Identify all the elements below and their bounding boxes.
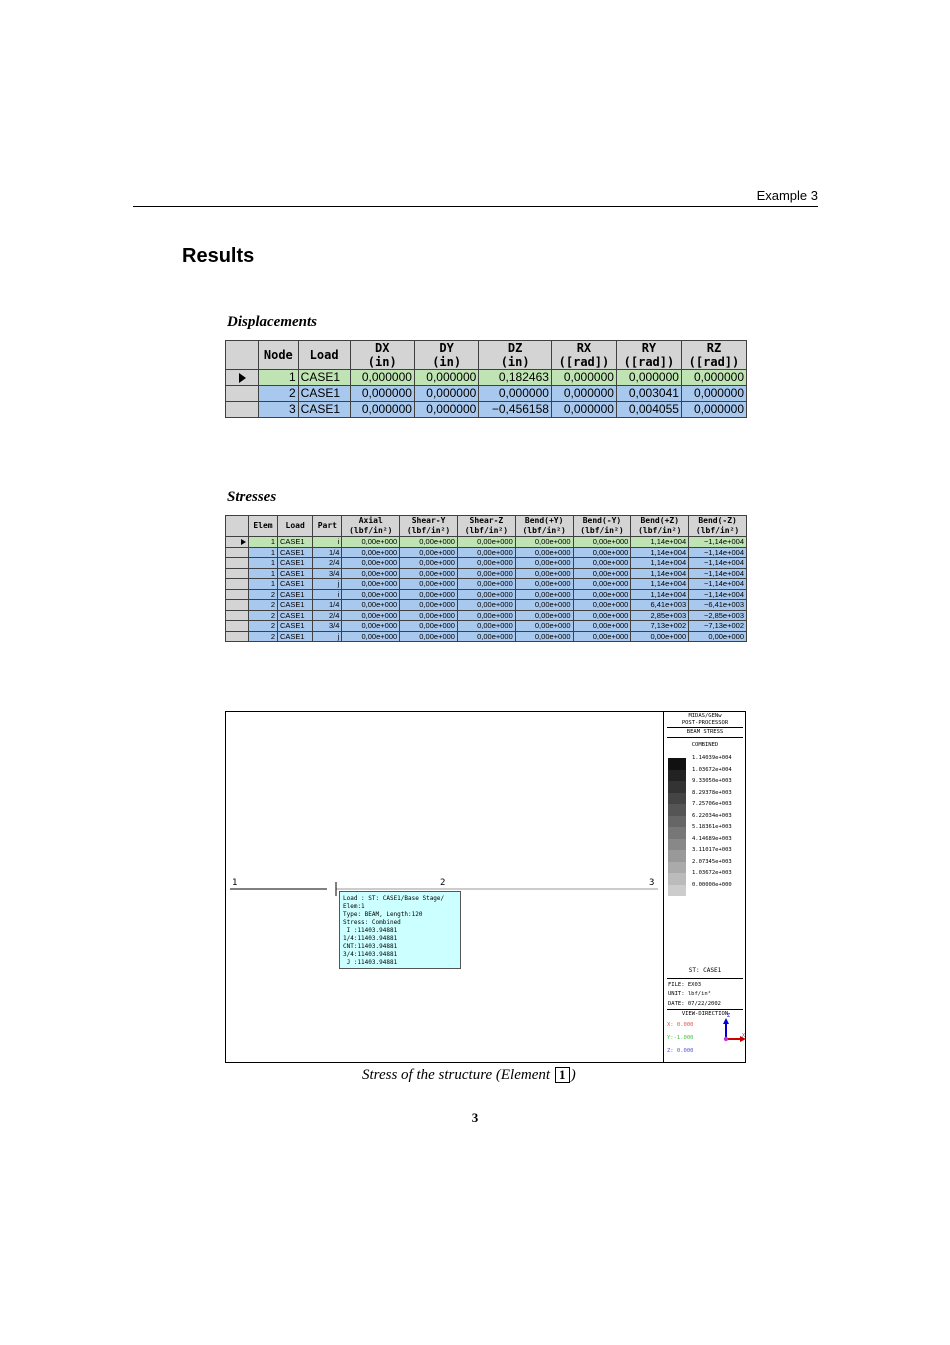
table-cell[interactable]: 2,85e+003 (631, 610, 689, 621)
table-cell[interactable]: −2,85e+003 (689, 610, 747, 621)
table-cell[interactable]: 0,000000 (350, 402, 414, 418)
table-cell[interactable]: 0,00e+000 (342, 579, 400, 590)
table-cell[interactable]: 1,14e+004 (631, 579, 689, 590)
legend-swatch (668, 770, 686, 782)
running-header: Example 3 (756, 188, 818, 203)
caption-end: ) (570, 1067, 576, 1083)
row-selector-header (226, 516, 249, 537)
divider (667, 737, 743, 738)
view-x: X: 0.000 (667, 1022, 694, 1028)
table-cell[interactable]: 0,000000 (551, 402, 616, 418)
column-header[interactable] (515, 516, 573, 537)
stresses-caption: Stresses (227, 489, 277, 505)
table-cell[interactable]: 0,00e+000 (400, 631, 458, 642)
table-cell[interactable]: 1 (249, 568, 278, 579)
column-header-line1: Elem (253, 521, 273, 530)
table-cell[interactable]: 2 (249, 600, 278, 611)
legend-row (668, 881, 746, 897)
column-header[interactable] (259, 341, 299, 370)
table-cell[interactable]: 1,14e+004 (631, 568, 689, 579)
row-selector-header (226, 341, 259, 370)
legend-value: 5.18361e+003 (692, 824, 732, 830)
table-cell[interactable]: 0,00e+000 (457, 568, 515, 579)
row-selector[interactable] (226, 610, 249, 621)
stresses-header-row (226, 516, 747, 537)
table-cell[interactable]: CASE1 (278, 568, 313, 579)
table-cell[interactable]: i (313, 537, 342, 548)
table-cell[interactable]: 0,00e+000 (515, 631, 573, 642)
table-cell[interactable]: 3 (259, 402, 299, 418)
table-row[interactable] (226, 370, 747, 386)
table-cell[interactable]: 0,000000 (681, 370, 746, 386)
table-cell[interactable]: 1 (249, 558, 278, 569)
legend-value: 8.29378e+003 (692, 789, 732, 796)
table-row[interactable] (226, 600, 747, 611)
table-cell[interactable]: CASE1 (278, 621, 313, 632)
table-cell[interactable]: 0,00e+000 (400, 589, 458, 600)
legend-swatch (668, 839, 686, 851)
table-cell[interactable]: 2/4 (313, 610, 342, 621)
displacements-caption: Displacements (227, 314, 317, 330)
table-cell[interactable]: 0,00e+000 (515, 558, 573, 569)
row-selector[interactable] (226, 568, 249, 579)
table-cell[interactable]: −1,14e+004 (689, 537, 747, 548)
stresses-body (226, 537, 747, 642)
table-cell[interactable]: 0,00e+000 (457, 558, 515, 569)
table-cell[interactable]: j (313, 579, 342, 590)
row-selector[interactable] (226, 537, 249, 548)
column-header[interactable] (681, 341, 746, 370)
view-z: Z: 0.000 (667, 1048, 694, 1054)
table-cell[interactable]: 0,000000 (551, 370, 616, 386)
table-cell[interactable]: −1,14e+004 (689, 547, 747, 558)
table-cell[interactable]: 0,00e+000 (400, 600, 458, 611)
table-cell[interactable]: CASE1 (278, 589, 313, 600)
table-cell[interactable]: CASE1 (298, 402, 350, 418)
unit-label: UNIT: lbf/in² (668, 991, 712, 997)
table-cell[interactable]: 0,00e+000 (457, 600, 515, 611)
table-cell[interactable]: 2 (249, 631, 278, 642)
displacements-header-row (226, 341, 747, 370)
column-header-line1: Axial (358, 516, 383, 525)
column-header-line2: (lbf/in²) (406, 526, 451, 535)
legend-value: 2.07345e+003 (692, 858, 732, 865)
column-header[interactable] (479, 341, 552, 370)
legend-swatch (668, 781, 686, 793)
table-cell[interactable]: 0,00e+000 (400, 579, 458, 590)
table-cell[interactable]: CASE1 (278, 600, 313, 611)
table-cell[interactable]: j (313, 631, 342, 642)
table-cell[interactable]: 0,00e+000 (573, 547, 631, 558)
table-cell[interactable]: 3/4 (313, 568, 342, 579)
table-row[interactable] (226, 558, 747, 569)
result-type: BEAM STRESS (686, 729, 724, 735)
table-row[interactable] (226, 579, 747, 590)
table-cell[interactable]: 0,003041 (616, 386, 681, 402)
table-cell[interactable]: 0,000000 (551, 386, 616, 402)
legend-value: 9.33050e+003 (692, 778, 732, 784)
table-cell[interactable]: 0,000000 (350, 386, 414, 402)
column-header[interactable] (573, 516, 631, 537)
view-y: Y:-1.000 (667, 1035, 694, 1041)
table-cell[interactable]: −1,14e+004 (689, 558, 747, 569)
column-header-line1: DY (439, 341, 454, 355)
column-header-line1: RY (641, 341, 657, 355)
table-cell[interactable]: CASE1 (278, 558, 313, 569)
axis-x-label: X (742, 1033, 746, 1039)
caption-text: Stress of the structure (Element (362, 1067, 554, 1083)
product-name: MIDAS/GENw (688, 713, 722, 719)
table-cell[interactable]: 0,00e+000 (342, 558, 400, 569)
node-label-2: 2 (440, 878, 446, 888)
table-cell[interactable]: 0,00e+000 (342, 589, 400, 600)
table-cell[interactable]: 0,00e+000 (631, 631, 689, 642)
axis-z-label: Z (727, 1013, 731, 1019)
table-cell[interactable]: 0,00e+000 (515, 537, 573, 548)
table-cell[interactable]: 1/4 (313, 547, 342, 558)
file-label: FILE: EX03 (668, 982, 702, 988)
column-header-line2: (lbf/in²) (522, 526, 566, 535)
axis-triad-icon (720, 1017, 746, 1047)
table-cell[interactable]: 0,000000 (479, 386, 552, 402)
legend-panel (663, 711, 746, 1063)
column-header[interactable] (400, 516, 458, 537)
table-cell[interactable]: −1,14e+004 (689, 568, 747, 579)
table-cell[interactable]: −1,14e+004 (689, 589, 747, 600)
table-cell[interactable]: 0,00e+000 (515, 589, 573, 600)
legend-swatch (668, 816, 686, 828)
column-header-line1: Shear-Z (469, 516, 504, 525)
table-cell[interactable]: CASE1 (278, 579, 313, 590)
table-cell[interactable]: 0,00e+000 (457, 589, 515, 600)
contour-legend (664, 755, 746, 898)
legend-swatch (668, 827, 686, 839)
legend-value: 6.22034e+003 (692, 812, 732, 819)
legend-swatch (668, 885, 686, 897)
column-header-line2: (lbf/in²) (695, 526, 740, 535)
column-header[interactable] (298, 341, 350, 370)
table-cell[interactable]: 0,00e+000 (573, 631, 631, 642)
table-cell[interactable]: 0,000000 (616, 370, 681, 386)
table-cell[interactable]: 0,00e+000 (515, 568, 573, 579)
column-header[interactable] (278, 516, 313, 537)
column-header[interactable] (551, 341, 616, 370)
table-cell[interactable]: 0,00e+000 (515, 547, 573, 558)
current-row-arrow-icon (239, 373, 246, 383)
legend-swatch (668, 850, 686, 862)
row-selector[interactable] (226, 589, 249, 600)
column-header-line2: ([rad]) (688, 355, 740, 369)
column-header[interactable] (350, 341, 414, 370)
table-cell[interactable]: CASE1 (278, 547, 313, 558)
table-cell[interactable]: 1,14e+004 (631, 547, 689, 558)
table-cell[interactable]: 0,00e+000 (573, 600, 631, 611)
row-selector[interactable] (226, 621, 249, 632)
row-selector[interactable] (226, 402, 259, 418)
table-cell[interactable]: 0,00e+000 (515, 579, 573, 590)
current-row-arrow-icon (241, 539, 246, 545)
divider (667, 1009, 743, 1010)
date-label: DATE: 07/22/2002 (668, 1001, 721, 1007)
page-number: 3 (471, 1110, 479, 1125)
row-selector[interactable] (226, 558, 249, 569)
table-cell[interactable]: 0,00e+000 (515, 621, 573, 632)
table-cell[interactable]: 0,00e+000 (342, 568, 400, 579)
table-cell[interactable]: 0,00e+000 (457, 621, 515, 632)
table-cell[interactable]: 0,004055 (616, 402, 681, 418)
table-cell[interactable]: 2 (259, 386, 299, 402)
row-selector[interactable] (226, 631, 249, 642)
element-number-badge: 1 (555, 1067, 570, 1083)
row-selector[interactable] (226, 386, 259, 402)
column-header-line2: (in) (500, 355, 530, 369)
table-cell[interactable]: 0,00e+000 (573, 579, 631, 590)
column-header-line1: RX (576, 341, 592, 355)
table-row[interactable] (226, 547, 747, 558)
column-header-line2: ([rad]) (558, 355, 610, 369)
table-row[interactable] (226, 568, 747, 579)
table-cell[interactable]: 0,00e+000 (457, 547, 515, 558)
column-header-line1: DX (375, 341, 390, 355)
legend-swatch (668, 873, 686, 885)
table-cell[interactable]: 0,182463 (479, 370, 552, 386)
table-cell[interactable]: 1,14e+004 (631, 537, 689, 548)
table-cell[interactable]: 1 (249, 579, 278, 590)
module-name: POST-PROCESSOR (681, 720, 729, 726)
table-cell[interactable]: 2/4 (313, 558, 342, 569)
column-header-line1: Load (285, 521, 305, 530)
column-header-line2: (lbf/in²) (349, 526, 393, 535)
legend-value: 4.14689e+003 (692, 835, 732, 842)
table-cell[interactable]: CASE1 (298, 386, 350, 402)
table-cell[interactable]: 0,00e+000 (689, 631, 747, 642)
column-header-line2: (lbf/in²) (580, 526, 624, 535)
table-cell[interactable]: 7,13e+002 (631, 621, 689, 632)
table-row[interactable] (226, 621, 747, 632)
table-cell[interactable]: 0,00e+000 (515, 610, 573, 621)
column-header[interactable] (414, 341, 478, 370)
table-cell[interactable]: 0,00e+000 (515, 600, 573, 611)
column-header-line1: RZ (706, 341, 722, 355)
table-cell[interactable]: 0,00e+000 (573, 537, 631, 548)
column-header-line1: Node (263, 348, 293, 362)
table-cell[interactable]: CASE1 (278, 537, 313, 548)
legend-swatch (668, 862, 686, 874)
column-header-line2: (in) (432, 355, 462, 369)
table-cell[interactable]: 2 (249, 610, 278, 621)
node-label-1: 1 (232, 878, 238, 888)
row-selector[interactable] (226, 600, 249, 611)
table-cell[interactable]: 3/4 (313, 621, 342, 632)
column-header-line1: DZ (507, 341, 523, 355)
table-cell[interactable]: 0,00e+000 (573, 621, 631, 632)
load-case-label: ST: CASE1 (688, 967, 722, 974)
stress-component: COMBINED (691, 742, 719, 748)
table-cell[interactable]: 2 (249, 589, 278, 600)
header-rule (133, 206, 818, 207)
column-header-line1: Load (309, 348, 339, 362)
column-header-line2: (lbf/in²) (464, 526, 509, 535)
column-header[interactable] (616, 341, 681, 370)
column-header-line1: Bend(-Z) (698, 516, 737, 525)
table-cell[interactable]: 0,000000 (681, 402, 746, 418)
table-cell[interactable]: 0,00e+000 (457, 579, 515, 590)
stresses-table (225, 515, 747, 642)
table-row[interactable] (226, 537, 747, 548)
table-row[interactable] (226, 386, 747, 402)
table-cell[interactable]: 1,14e+004 (631, 558, 689, 569)
table-row[interactable] (226, 631, 747, 642)
table-cell[interactable]: −6,41e+003 (689, 600, 747, 611)
table-cell[interactable]: 0,00e+000 (573, 589, 631, 600)
table-cell[interactable]: 0,00e+000 (400, 621, 458, 632)
table-cell[interactable]: 1 (259, 370, 299, 386)
row-selector[interactable] (226, 370, 259, 386)
view-direction-title: VIEW-DIRECTION (681, 1011, 729, 1017)
column-header-line1: Bend(+Z) (640, 516, 680, 525)
column-header[interactable] (249, 516, 278, 537)
legend-value: 7.25706e+003 (692, 801, 732, 807)
column-header[interactable] (689, 516, 747, 537)
table-cell[interactable]: 0,00e+000 (342, 631, 400, 642)
node-label-3: 3 (649, 878, 655, 888)
divider (667, 727, 743, 728)
table-cell[interactable]: 0,000000 (414, 402, 478, 418)
column-header-line1: Shear-Y (411, 516, 446, 525)
table-cell[interactable]: −7,13e+002 (689, 621, 747, 632)
table-cell[interactable]: 1/4 (313, 600, 342, 611)
table-cell[interactable]: 0,000000 (414, 370, 478, 386)
table-cell[interactable]: −0,456158 (479, 402, 552, 418)
table-cell[interactable]: 0,00e+000 (573, 558, 631, 569)
table-cell[interactable]: 0,00e+000 (400, 568, 458, 579)
element-tooltip: Load : ST: CASE1/Base Stage/ Elem:1 Type: BEAM, Length:120 Stress: Combined I :11403.94881 1/4:11403.94881 CNT:11403.94881 3/4:11403.94881 J :11403.94881 (339, 891, 461, 969)
column-header-line2: ([rad]) (623, 355, 675, 369)
displacements-table (225, 340, 747, 418)
column-header-line1: Bend(-Y) (582, 516, 622, 525)
divider (667, 978, 743, 979)
section-title: Results (182, 245, 255, 267)
table-cell[interactable]: CASE1 (298, 370, 350, 386)
table-cell[interactable]: 0,00e+000 (400, 610, 458, 621)
column-header-line1: Bend(+Y) (524, 516, 564, 525)
table-cell[interactable]: −1,14e+004 (689, 579, 747, 590)
column-header-line2: (in) (367, 355, 397, 369)
legend-swatch (668, 758, 686, 770)
table-cell[interactable]: i (313, 589, 342, 600)
table-cell[interactable]: 1 (249, 547, 278, 558)
table-cell[interactable]: 0,00e+000 (342, 547, 400, 558)
figure-caption (362, 1067, 576, 1084)
table-cell[interactable]: 1,14e+004 (631, 589, 689, 600)
table-cell[interactable]: 0,00e+000 (342, 600, 400, 611)
table-cell[interactable]: 0,00e+000 (400, 558, 458, 569)
table-cell[interactable]: 6,41e+003 (631, 600, 689, 611)
table-cell[interactable]: 1 (249, 537, 278, 548)
table-cell[interactable]: 0,000000 (414, 386, 478, 402)
table-cell[interactable]: 0,00e+000 (342, 621, 400, 632)
legend-swatch (668, 793, 686, 805)
table-cell[interactable]: CASE1 (278, 631, 313, 642)
legend-value: 1.14039e+004 (692, 755, 732, 761)
row-selector[interactable] (226, 547, 249, 558)
displacements-body (226, 370, 747, 418)
table-cell[interactable]: 0,000000 (350, 370, 414, 386)
table-cell[interactable]: 0,00e+000 (457, 610, 515, 621)
table-row[interactable] (226, 589, 747, 600)
column-header-line1: Part (317, 521, 337, 530)
column-header[interactable] (313, 516, 342, 537)
table-cell[interactable]: 0,00e+000 (400, 537, 458, 548)
table-row[interactable] (226, 402, 747, 418)
legend-swatch (668, 804, 686, 816)
table-cell[interactable]: 0,00e+000 (342, 537, 400, 548)
table-cell[interactable]: 0,00e+000 (342, 610, 400, 621)
legend-value: 0.00000e+000 (692, 881, 732, 888)
column-header[interactable] (631, 516, 689, 537)
table-cell[interactable]: 0,00e+000 (400, 547, 458, 558)
legend-value: 1.03672e+003 (692, 870, 732, 876)
table-cell[interactable]: 0,00e+000 (573, 610, 631, 621)
table-cell[interactable]: 2 (249, 621, 278, 632)
column-header[interactable] (457, 516, 515, 537)
column-header[interactable] (342, 516, 400, 537)
table-cell[interactable]: 0,00e+000 (573, 568, 631, 579)
column-header-line2: (lbf/in²) (638, 526, 682, 535)
table-cell[interactable]: 0,00e+000 (457, 537, 515, 548)
table-row[interactable] (226, 610, 747, 621)
table-cell[interactable]: CASE1 (278, 610, 313, 621)
legend-value: 1.03672e+004 (692, 766, 732, 773)
table-cell[interactable]: 0,000000 (681, 386, 746, 402)
row-selector[interactable] (226, 579, 249, 590)
legend-value: 3.11017e+003 (692, 847, 732, 853)
table-cell[interactable]: 0,00e+000 (457, 631, 515, 642)
